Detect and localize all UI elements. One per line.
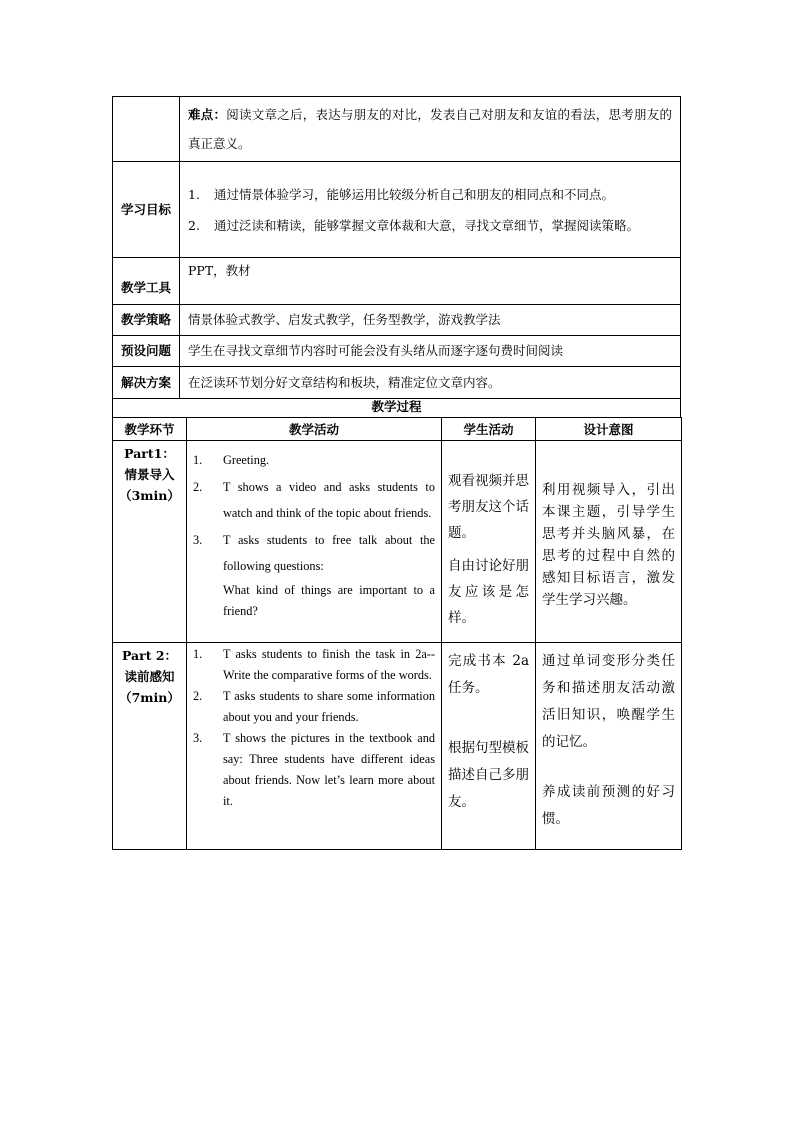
process-table (112, 417, 682, 850)
item-text: T asks students to free talk about the following questions: (223, 532, 435, 573)
part2-student-2: 根据句型模板描述自己多朋友。 (448, 740, 529, 810)
tools-row (113, 258, 681, 305)
problem-label: 预设问题 (113, 336, 180, 367)
goal-text: 通过泛读和精读，能够掌握文章体裁和大意，寻找文章细节，掌握阅读策略。 (214, 217, 640, 233)
goals-cell (180, 162, 681, 258)
goal-num: 2. (188, 217, 200, 233)
tools-text: PPT，教材 (180, 258, 681, 305)
part1-stage: 情景导入 (124, 467, 175, 482)
strategy-row (113, 305, 681, 336)
item-number: 1. (193, 647, 203, 661)
item-text: Greeting. (223, 453, 270, 467)
part1-student-cell (442, 441, 536, 643)
list-item (193, 527, 435, 622)
part1-design-cell (536, 441, 682, 643)
part2-activity-list (187, 643, 441, 812)
solution-text: 在泛读环节划分好文章结构和板块，精准定位文章内容。 (180, 367, 681, 399)
part2-design-cell (536, 643, 682, 850)
difficulty-label-cell (113, 97, 180, 162)
part2-row (113, 643, 682, 850)
header-student-activity: 学生活动 (442, 418, 536, 441)
item-number: 1. (193, 453, 203, 467)
part1-student-2: 自由讨论好朋友应该是怎样。 (448, 558, 529, 626)
item-text: T asks students to finish the task in 2a-- Write the comparative forms of the words. (223, 647, 435, 682)
problem-text: 学生在寻找文章细节内容时可能会没有头绪从而逐字逐句费时间阅读 (180, 336, 681, 367)
part2-student-cell (442, 643, 536, 850)
solution-label: 解决方案 (113, 367, 180, 399)
item-number: 3. (193, 731, 203, 745)
part1-activities-cell (187, 441, 442, 643)
header-design-intent: 设计意图 (536, 418, 682, 441)
list-item (193, 474, 435, 527)
part1-row (113, 441, 682, 643)
list-item (193, 686, 435, 728)
process-title: 教学过程 (112, 397, 681, 417)
header-stage: 教学环节 (113, 418, 187, 441)
lesson-info-table (112, 96, 681, 399)
item-number: 2. (193, 689, 203, 703)
list-item (193, 447, 435, 474)
part2-design-1: 通过单词变形分类任务和描述朋友活动激活旧知识，唤醒学生的记忆。 (542, 653, 675, 750)
part2-stage-cell (113, 643, 187, 850)
process-header-row (113, 418, 682, 441)
item-text: T shows the pictures in the textbook and say: Three students have different ideas about friends. Now let’s learn more about it. (223, 731, 435, 808)
item-subtext: What kind of things are important to a friend? (223, 582, 435, 618)
part2-time: （7min） (119, 690, 180, 705)
tools-label: 教学工具 (113, 258, 180, 305)
difficulty-row (113, 97, 681, 162)
part1-activity-list (187, 441, 441, 622)
goal-text: 通过情景体验学习，能够运用比较级分析自己和朋友的相同点和不同点。 (214, 186, 615, 202)
part1-name: Part1： (124, 446, 175, 461)
difficulty-label: 难点： (188, 107, 227, 122)
solution-row (113, 367, 681, 399)
part2-design-2: 养成读前预测的好习惯。 (542, 784, 675, 827)
part2-stage: 读前感知 (124, 669, 175, 684)
part1-design: 利用视频导入，引出本课主题，引导学生思考并头脑风暴，在思考的过程中自然的感知目标语言，激发学生学习兴趣。 (542, 482, 675, 608)
item-text: T shows a video and asks students to watch and think of the topic about friends. (223, 479, 435, 520)
goals-label: 学习目标 (113, 162, 180, 258)
part1-student-1: 观看视频并思考朋友这个话题。 (448, 473, 529, 541)
difficulty-text: 阅读文章之后，表达与朋友的对比，发表自己对朋友和友谊的看法，思考朋友的真正意义。 (188, 107, 672, 151)
difficulty-cell (180, 97, 681, 162)
part1-time: （3min） (119, 488, 180, 503)
strategy-label: 教学策略 (113, 305, 180, 336)
item-number: 3. (193, 532, 203, 547)
part2-name: Part 2： (121, 648, 178, 663)
header-teacher-activity: 教学活动 (187, 418, 442, 441)
goal-item-1 (188, 179, 672, 210)
item-text: T asks students to share some information about you and your friends. (223, 689, 435, 724)
goal-num: 1. (188, 186, 200, 202)
problem-row (113, 336, 681, 367)
list-item (193, 644, 435, 686)
strategy-text: 情景体验式教学、启发式教学，任务型教学，游戏教学法 (180, 305, 681, 336)
part2-activities-cell (187, 643, 442, 850)
item-number: 2. (193, 479, 203, 494)
list-item (193, 728, 435, 812)
goals-row (113, 162, 681, 258)
part1-stage-cell (113, 441, 187, 643)
part2-student-1: 完成书本 2a 任务。 (448, 653, 529, 696)
goal-item-2 (188, 210, 672, 241)
